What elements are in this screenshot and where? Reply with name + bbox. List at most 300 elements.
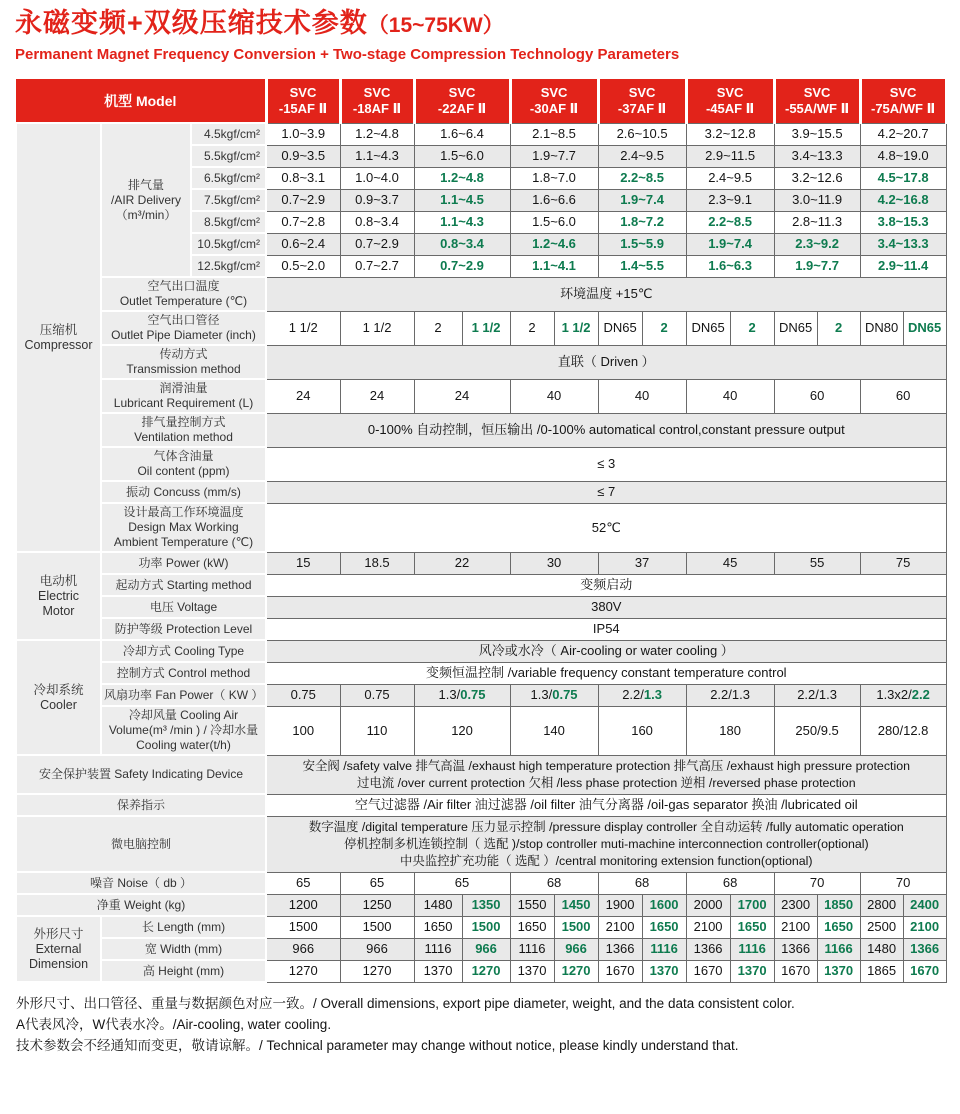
text-line: 净重 Weight (kg): [96, 897, 186, 912]
value-cell: 24: [266, 379, 340, 413]
table-row-noise: [16, 872, 946, 894]
text-line: 排气量: [127, 177, 164, 192]
value-cell: 0.5~2.0: [266, 255, 340, 277]
value-cell: 2.2~8.5: [686, 211, 774, 233]
text-line: 噪音 Noise（ db ）: [89, 875, 193, 890]
value-cell: 1650: [510, 916, 554, 938]
value-cell: 0.7~2.7: [340, 255, 414, 277]
table-row-design-max-ambient-temperature: [16, 503, 946, 552]
text-line: 起动方式 Starting method: [115, 577, 252, 592]
value-cell: 3.4~13.3: [860, 233, 946, 255]
value-cell: 1270: [340, 960, 414, 982]
model-name-line: SVC: [289, 84, 317, 100]
value-cell: 160: [598, 706, 686, 755]
row-label: [101, 596, 266, 618]
value-cell: 60: [774, 379, 860, 413]
section-label: [16, 552, 101, 640]
row-sublabel: 12.5kgf/cm²: [191, 255, 266, 277]
value-cell: 1650: [817, 916, 860, 938]
value-part: 2.2: [911, 687, 930, 702]
value-cell: 1370: [642, 960, 686, 982]
value-cell: 1500: [340, 916, 414, 938]
value-cell: 1366: [598, 938, 642, 960]
value-cell: 45: [686, 552, 774, 574]
table-row-transmission-method: [16, 345, 946, 379]
value-part: 1.3/: [438, 687, 461, 702]
value-cell: 1.5~6.0: [510, 211, 598, 233]
page-title-range: （15~75KW）: [367, 14, 504, 37]
text-line: 冷却方式 Cooling Type: [122, 643, 245, 658]
value-cell: 1650: [414, 916, 462, 938]
value-cell: 1200: [266, 894, 340, 916]
text-line: 防护等级 Protection Level: [114, 621, 253, 636]
model-name-line: SVC: [628, 84, 656, 100]
table-row-width: [16, 938, 946, 960]
text-line: External: [35, 941, 82, 956]
model-name-line: -45AF Ⅱ: [705, 100, 755, 116]
row-label: [101, 684, 266, 706]
value-cell: 0.8~3.4: [414, 233, 510, 255]
text-line: Ventilation method: [134, 430, 233, 444]
value-cell: 0.7~2.8: [266, 211, 340, 233]
text-line: 冷却系统: [33, 682, 84, 697]
value-cell: 1.5~5.9: [598, 233, 686, 255]
model-name-line: SVC: [540, 84, 568, 100]
text-line: 空气出口温度: [147, 279, 220, 293]
table-row-microcomputer-control: [16, 816, 946, 872]
table-row-starting-method: [16, 574, 946, 596]
value-cell: 2300: [774, 894, 817, 916]
model-name-line: SVC: [363, 84, 391, 100]
value-cell: 68: [510, 872, 598, 894]
model-name-line: -15AF Ⅱ: [278, 100, 328, 116]
value-cell: 1366: [686, 938, 730, 960]
footer-note-2: A代表风冷，W代表水冷。/Air-cooling, water cooling.: [16, 1017, 332, 1032]
table-row-outlet-temperature: [16, 277, 946, 311]
footer-note-1: 外形尺寸、出口管径、重量与数据颜色对应一致。/ Overall dimensions, export pipe diameter, weight, and the data consistent color.: [16, 996, 795, 1011]
value-cell: 1116: [414, 938, 462, 960]
value-cell: [266, 755, 946, 794]
value-cell: 2.9~11.5: [686, 145, 774, 167]
value-cell: 1.8~7.0: [510, 167, 598, 189]
value-cell: 1650: [730, 916, 774, 938]
value-cell: 0.8~3.4: [340, 211, 414, 233]
model-column-header: [860, 79, 946, 123]
value-cell: 2100: [686, 916, 730, 938]
value-cell: 966: [340, 938, 414, 960]
table-row-protection-level: [16, 618, 946, 640]
row-label: [101, 277, 266, 311]
value-cell: 0.9~3.5: [266, 145, 340, 167]
row-sublabel: 7.5kgf/cm²: [191, 189, 266, 211]
value-cell: 966: [266, 938, 340, 960]
value-cell: 40: [598, 379, 686, 413]
value-cell: 3.2~12.6: [774, 167, 860, 189]
value-cell: 1500: [462, 916, 510, 938]
footer-notes: [16, 993, 945, 1056]
text-line: 电动机: [39, 573, 78, 588]
table-row-air-4-5: [16, 123, 946, 145]
value-part: 1.3: [643, 687, 662, 702]
value-cell: DN65: [598, 311, 642, 345]
row-label: [101, 311, 266, 345]
table-row-safety-indicating-device: [16, 755, 946, 794]
row-label: [101, 503, 266, 552]
text-line: Lubricant Requirement (L): [113, 396, 254, 410]
value-cell: 68: [598, 872, 686, 894]
value-part: 1.3/: [530, 687, 553, 702]
value-cell: 风冷或水冷（ Air-cooling or water cooling ）: [266, 640, 946, 662]
value-cell: 1366: [903, 938, 946, 960]
table-row-power: [16, 552, 946, 574]
value-cell: 0.9~3.7: [340, 189, 414, 211]
text-line: 空气出口管径: [147, 313, 220, 327]
text-line: 设计最高工作环境温度: [123, 505, 244, 519]
value-cell: 22: [414, 552, 510, 574]
value-cell: 1 1/2: [266, 311, 340, 345]
text-line: 安全阀 /safety valve 排气高温 /exhaust high temperature protection 排气高压 /exhaust high pressure protection: [302, 758, 910, 773]
text-line: 微电脑控制: [110, 836, 171, 851]
text-line: 电压 Voltage: [149, 599, 218, 614]
value-cell: 1670: [686, 960, 730, 982]
value-cell: ≤ 3: [266, 447, 946, 481]
value-cell: 2: [730, 311, 774, 345]
text-line: Outlet Pipe Diameter (inch): [111, 328, 256, 342]
text-line: Cooler: [40, 697, 77, 712]
value-cell: 0.75: [266, 684, 340, 706]
text-line: 中央监控扩充功能（ 选配 ）/central monitoring extension function(optional): [400, 853, 813, 868]
value-part: 0.75: [552, 687, 578, 702]
table-row-length: [16, 916, 946, 938]
value-cell: 2100: [903, 916, 946, 938]
value-cell: 4.5~17.8: [860, 167, 946, 189]
value-cell: 2.8~11.3: [774, 211, 860, 233]
value-cell: 变频恒温控制 /variable frequency constant temperature control: [266, 662, 946, 684]
value-cell: 1850: [817, 894, 860, 916]
value-cell: 2.2/1.3: [774, 684, 860, 706]
value-cell: 1670: [903, 960, 946, 982]
table-row-lubricant-requirement: [16, 379, 946, 413]
value-cell: 1270: [554, 960, 598, 982]
model-name-line: SVC: [716, 84, 744, 100]
value-cell: 40: [686, 379, 774, 413]
value-cell: 1670: [598, 960, 642, 982]
model-column-header: [598, 79, 686, 123]
value-cell: 3.9~15.5: [774, 123, 860, 145]
value-cell: 2800: [860, 894, 903, 916]
page-title-zh: 永磁变频+双级压缩技术参数: [15, 8, 368, 38]
value-cell: 3.0~11.9: [774, 189, 860, 211]
row-label: [101, 618, 266, 640]
text-line: 振动 Concuss (mm/s): [126, 484, 241, 499]
table-row-fan-power: [16, 684, 946, 706]
model-name-line: -55A/WF Ⅱ: [785, 100, 850, 116]
value-cell: 55: [774, 552, 860, 574]
footer-note-3: 技术参数会不经通知而变更，敬请谅解。/ Technical parameter may change without notice, please kindly understand that.: [16, 1038, 739, 1053]
section-label: [16, 916, 101, 982]
value-cell: DN65: [903, 311, 946, 345]
value-cell: 3.2~12.8: [686, 123, 774, 145]
value-cell: 0-100% 自动控制，恒压输出 /0-100% automatical control,constant pressure output: [266, 413, 946, 447]
model-name-line: -18AF Ⅱ: [352, 100, 402, 116]
model-name-line: SVC: [803, 84, 831, 100]
text-line: 高 Height (mm): [142, 963, 225, 978]
model-column-header: [510, 79, 598, 123]
value-cell: 1.6~6.3: [686, 255, 774, 277]
table-row-oil-content: [16, 447, 946, 481]
value-cell: 40: [510, 379, 598, 413]
model-column-header: [686, 79, 774, 123]
value-cell: 60: [860, 379, 946, 413]
value-cell: 30: [510, 552, 598, 574]
table-row-concuss: [16, 481, 946, 503]
value-cell: 1700: [730, 894, 774, 916]
value-cell: 1370: [817, 960, 860, 982]
text-line: 气体含油量: [153, 449, 214, 463]
table-row-height: [16, 960, 946, 982]
value-cell: 1.1~4.1: [510, 255, 598, 277]
value-cell: 250/9.5: [774, 706, 860, 755]
value-cell: DN80: [860, 311, 903, 345]
value-cell: 24: [340, 379, 414, 413]
text-line: 长 Length (mm): [141, 919, 226, 934]
value-cell: [598, 684, 686, 706]
page-title: [15, 6, 945, 43]
value-cell: 2.3~9.1: [686, 189, 774, 211]
value-cell: 4.2~16.8: [860, 189, 946, 211]
value-cell: 966: [554, 938, 598, 960]
row-label: [101, 640, 266, 662]
value-cell: 2: [642, 311, 686, 345]
table-row-cooling-type: [16, 640, 946, 662]
model-name-line: SVC: [889, 84, 917, 100]
text-line: Cooling water(t/h): [136, 738, 231, 752]
value-cell: 1166: [817, 938, 860, 960]
text-line: 控制方式 Control method: [116, 665, 251, 680]
model-name-line: -75A/WF Ⅱ: [871, 100, 936, 116]
value-cell: 2: [510, 311, 554, 345]
text-line: Dimension: [28, 956, 89, 971]
value-cell: 1.4~5.5: [598, 255, 686, 277]
value-cell: 1600: [642, 894, 686, 916]
table-row-weight: [16, 894, 946, 916]
value-cell: 65: [266, 872, 340, 894]
value-cell: 1500: [554, 916, 598, 938]
text-line: Design Max Working: [128, 520, 239, 534]
value-cell: 0.7~2.9: [414, 255, 510, 277]
model-column-header: [266, 79, 340, 123]
value-cell: 0.7~2.9: [340, 233, 414, 255]
text-line: 安全保护装置 Safety Indicating Device: [38, 767, 244, 781]
value-cell: 1.0~4.0: [340, 167, 414, 189]
value-cell: 2.2/1.3: [686, 684, 774, 706]
model-name-line: -30AF Ⅱ: [529, 100, 579, 116]
value-cell: 1370: [510, 960, 554, 982]
value-cell: 1116: [642, 938, 686, 960]
value-cell: 1366: [774, 938, 817, 960]
value-cell: [266, 816, 946, 872]
value-cell: 966: [462, 938, 510, 960]
value-cell: 15: [266, 552, 340, 574]
model-name-line: -37AF Ⅱ: [617, 100, 667, 116]
text-line: Electric: [38, 588, 79, 603]
row-label: [101, 123, 191, 277]
value-cell: 1250: [340, 894, 414, 916]
row-label: [101, 916, 266, 938]
text-line: /AIR Delivery: [110, 192, 181, 207]
table-row-voltage: [16, 596, 946, 618]
text-line: Outlet Temperature (℃): [119, 294, 248, 308]
value-cell: 1.6~6.4: [414, 123, 510, 145]
value-cell: [414, 684, 510, 706]
value-cell: 68: [686, 872, 774, 894]
value-cell: 1550: [510, 894, 554, 916]
value-cell: 1.9~7.4: [598, 189, 686, 211]
text-line: 冷却风量 Cooling Air: [128, 708, 239, 722]
model-name-line: -22AF Ⅱ: [437, 100, 487, 116]
table-row-maintenance-indicator: [16, 794, 946, 816]
value-cell: [510, 684, 598, 706]
value-cell: 140: [510, 706, 598, 755]
value-cell: 2.1~8.5: [510, 123, 598, 145]
value-cell: 变频启动: [266, 574, 946, 596]
value-cell: 1270: [266, 960, 340, 982]
row-label: [16, 872, 266, 894]
parameters-table: [15, 79, 948, 983]
value-cell: 65: [414, 872, 510, 894]
value-cell: 2.3~9.2: [774, 233, 860, 255]
value-cell: 1.2~4.8: [340, 123, 414, 145]
value-cell: 环境温度 +15℃: [266, 277, 946, 311]
table-row-ventilation-method: [16, 413, 946, 447]
value-cell: 1670: [774, 960, 817, 982]
value-cell: 180: [686, 706, 774, 755]
value-cell: DN65: [774, 311, 817, 345]
value-cell: 52℃: [266, 503, 946, 552]
row-label: [101, 662, 266, 684]
value-cell: 1.1~4.3: [414, 211, 510, 233]
row-label: [101, 706, 266, 755]
value-cell: 1370: [414, 960, 462, 982]
value-part: 2.2/: [622, 687, 644, 702]
row-label: [16, 755, 266, 794]
row-sublabel: 6.5kgf/cm²: [191, 167, 266, 189]
value-cell: 1370: [730, 960, 774, 982]
text-line: 压缩机: [39, 322, 78, 337]
row-sublabel: 10.5kgf/cm²: [191, 233, 266, 255]
value-cell: 1650: [642, 916, 686, 938]
text-line: 润滑油量: [159, 381, 208, 395]
text-line: 外形尺寸: [33, 926, 84, 941]
value-cell: 380V: [266, 596, 946, 618]
table-row-outlet-pipe-diameter: [16, 311, 946, 345]
model-header-label: 机型 Model: [16, 79, 266, 123]
header-row: [16, 79, 946, 123]
row-label: [101, 447, 266, 481]
value-cell: IP54: [266, 618, 946, 640]
row-label: [101, 938, 266, 960]
value-cell: 直联（ Driven ）: [266, 345, 946, 379]
value-cell: 2400: [903, 894, 946, 916]
value-cell: 2.2~8.5: [598, 167, 686, 189]
value-cell: 37: [598, 552, 686, 574]
text-line: 过电流 /over current protection 欠相 /less phase protection 逆相 /reversed phase protection: [356, 775, 856, 790]
value-cell: 1116: [730, 938, 774, 960]
row-label: [16, 816, 266, 872]
row-label: [101, 481, 266, 503]
model-column-header: [774, 79, 860, 123]
section-label: [16, 640, 101, 755]
value-cell: 1865: [860, 960, 903, 982]
text-line: Volume(m³ /min ) / 冷却水量: [108, 723, 259, 737]
value-cell: 空气过滤器 /Air filter 油过滤器 /oil filter 油气分离器 /oil-gas separator 换油 /lubricated oil: [266, 794, 946, 816]
value-cell: DN65: [686, 311, 730, 345]
table-row-cooling-air-volume: [16, 706, 946, 755]
value-cell: 110: [340, 706, 414, 755]
value-cell: 120: [414, 706, 510, 755]
text-line: 宽 Width (mm): [144, 941, 223, 956]
row-sublabel: 5.5kgf/cm²: [191, 145, 266, 167]
value-cell: 2.6~10.5: [598, 123, 686, 145]
value-cell: 280/12.8: [860, 706, 946, 755]
text-line: Motor: [42, 603, 75, 618]
value-cell: 2500: [860, 916, 903, 938]
value-cell: 2100: [774, 916, 817, 938]
value-cell: ≤ 7: [266, 481, 946, 503]
value-cell: 3.8~15.3: [860, 211, 946, 233]
value-cell: 75: [860, 552, 946, 574]
row-label: [101, 552, 266, 574]
value-cell: 1 1/2: [462, 311, 510, 345]
value-cell: 1270: [462, 960, 510, 982]
row-label: [101, 574, 266, 596]
row-label: [101, 345, 266, 379]
page-subtitle: Permanent Magnet Frequency Conversion + Two-stage Compression Technology Parameters: [15, 46, 680, 63]
model-column-header: [340, 79, 414, 123]
value-cell: 4.8~19.0: [860, 145, 946, 167]
text-line: 功率 Power (kW): [138, 555, 229, 570]
text-line: 传动方式: [159, 347, 208, 361]
table-header: [16, 79, 946, 123]
text-line: （m³/min）: [115, 207, 177, 222]
row-sublabel: 4.5kgf/cm²: [191, 123, 266, 145]
value-cell: 1.6~6.6: [510, 189, 598, 211]
value-cell: 1350: [462, 894, 510, 916]
value-cell: [860, 684, 946, 706]
text-line: 风扇功率 Fan Power（ KW ）: [104, 687, 264, 702]
table-body: [16, 123, 946, 982]
value-part: 0.75: [460, 687, 486, 702]
value-cell: 0.6~2.4: [266, 233, 340, 255]
row-sublabel: 8.5kgf/cm²: [191, 211, 266, 233]
value-cell: 0.8~3.1: [266, 167, 340, 189]
value-cell: 2.4~9.5: [598, 145, 686, 167]
value-cell: 1 1/2: [340, 311, 414, 345]
text-line: Oil content (ppm): [137, 464, 230, 478]
value-cell: 1480: [414, 894, 462, 916]
value-cell: 0.75: [340, 684, 414, 706]
value-cell: 2100: [598, 916, 642, 938]
value-cell: 4.2~20.7: [860, 123, 946, 145]
row-label: [16, 794, 266, 816]
row-label: [101, 960, 266, 982]
value-cell: 2: [414, 311, 462, 345]
text-line: 排气量控制方式: [141, 415, 226, 429]
model-name-line: SVC: [448, 84, 476, 100]
value-cell: 24: [414, 379, 510, 413]
value-cell: 1 1/2: [554, 311, 598, 345]
value-cell: 100: [266, 706, 340, 755]
